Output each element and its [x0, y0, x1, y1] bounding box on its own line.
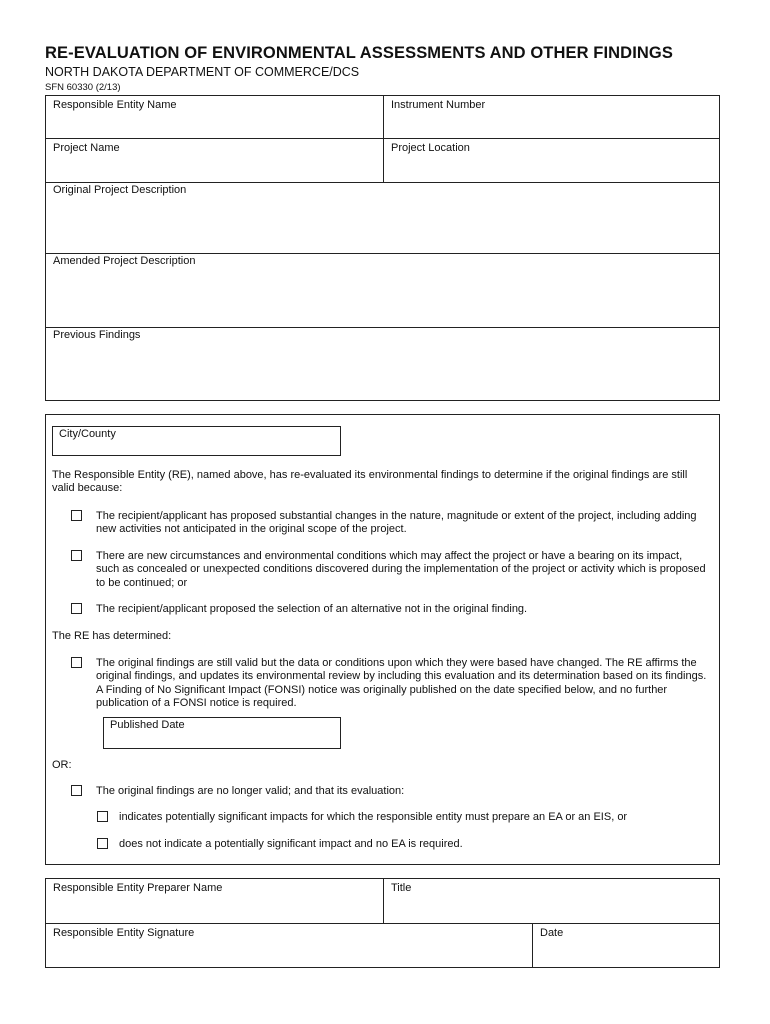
previous-findings-field[interactable]	[46, 328, 719, 400]
instrument-number-label: Instrument Number	[391, 99, 486, 111]
project-name-label: Project Name	[53, 142, 120, 154]
form-number: SFN 60330 (2/13)	[45, 82, 121, 93]
department-name: NORTH DAKOTA DEPARTMENT OF COMMERCE/DCS	[45, 65, 360, 79]
published-date-field[interactable]	[103, 717, 341, 749]
no-longer-valid-text: The original findings are no longer valid; and that its evaluation:	[96, 785, 405, 797]
no-significant-impact-checkbox[interactable]	[97, 838, 108, 849]
amended-description-field[interactable]	[46, 254, 719, 327]
reason-2-checkbox[interactable]	[71, 550, 82, 561]
project-name-field[interactable]	[46, 139, 383, 182]
title-label: Title	[391, 882, 412, 894]
instrument-number-field[interactable]	[384, 96, 720, 138]
project-info-table	[45, 95, 720, 401]
reason-3-checkbox[interactable]	[71, 603, 82, 614]
evaluation-intro: The Responsible Entity (RE), named above, has re-evaluated its environmental findings to determine if the original findings are still valid because:	[52, 469, 688, 495]
project-location-field[interactable]	[384, 139, 720, 182]
reason-3-text: The recipient/applicant proposed the selection of an alternative not in the original finding.	[96, 603, 528, 615]
form-title: RE-EVALUATION OF ENVIRONMENTAL ASSESSMENTS AND OTHER FINDINGS	[45, 44, 673, 62]
responsible-entity-name-label: Responsible Entity Name	[53, 99, 177, 111]
previous-findings-label: Previous Findings	[53, 329, 141, 341]
signature-label: Responsible Entity Signature	[53, 927, 195, 939]
reason-1-checkbox[interactable]	[71, 510, 82, 521]
city-county-field[interactable]	[52, 426, 341, 456]
signature-table	[45, 878, 720, 968]
original-description-field[interactable]	[46, 183, 719, 253]
no-significant-impact-text: does not indicate a potentially significant impact and no EA is required.	[119, 838, 463, 850]
significant-impact-text: indicates potentially significant impacts for which the responsible entity must prepare an EA or an EIS, or	[119, 811, 628, 823]
date-field[interactable]	[533, 924, 720, 967]
amended-description-label: Amended Project Description	[53, 255, 196, 267]
project-location-label: Project Location	[391, 142, 470, 154]
title-field[interactable]	[384, 879, 720, 923]
significant-impact-checkbox[interactable]	[97, 811, 108, 822]
responsible-entity-name-field[interactable]	[46, 96, 383, 138]
signature-field[interactable]	[46, 924, 532, 967]
preparer-name-label: Responsible Entity Preparer Name	[53, 882, 223, 894]
or-label: OR:	[52, 759, 72, 771]
still-valid-checkbox[interactable]	[71, 657, 82, 668]
no-longer-valid-checkbox[interactable]	[71, 785, 82, 796]
published-date-label: Published Date	[110, 719, 185, 731]
original-description-label: Original Project Description	[53, 184, 187, 196]
still-valid-text: The original findings are still valid but the data or conditions upon which they were based have changed. The RE affirms the original findings, and updates its environmental review by including this evaluation and its determination based on its findings. A Finding of No Significant Impact (FONSI) notice was originally published on the date specified below, and no further publication of a FONSI notice is required.	[96, 657, 707, 710]
reason-1-text: The recipient/applicant has proposed substantial changes in the nature, magnitude or extent of the project, including adding new activities not anticipated in the original scope of the project.	[96, 510, 697, 536]
city-county-label: City/County	[59, 428, 116, 440]
date-label: Date	[540, 927, 564, 939]
preparer-name-field[interactable]	[46, 879, 383, 923]
reason-2-text: There are new circumstances and environmental conditions which may affect the project or have a bearing on its impact, such as concealed or unexpected conditions discovered during the implementation of the project or activity which is proposed to be continued; or	[96, 550, 706, 589]
determined-label: The RE has determined:	[52, 630, 172, 642]
